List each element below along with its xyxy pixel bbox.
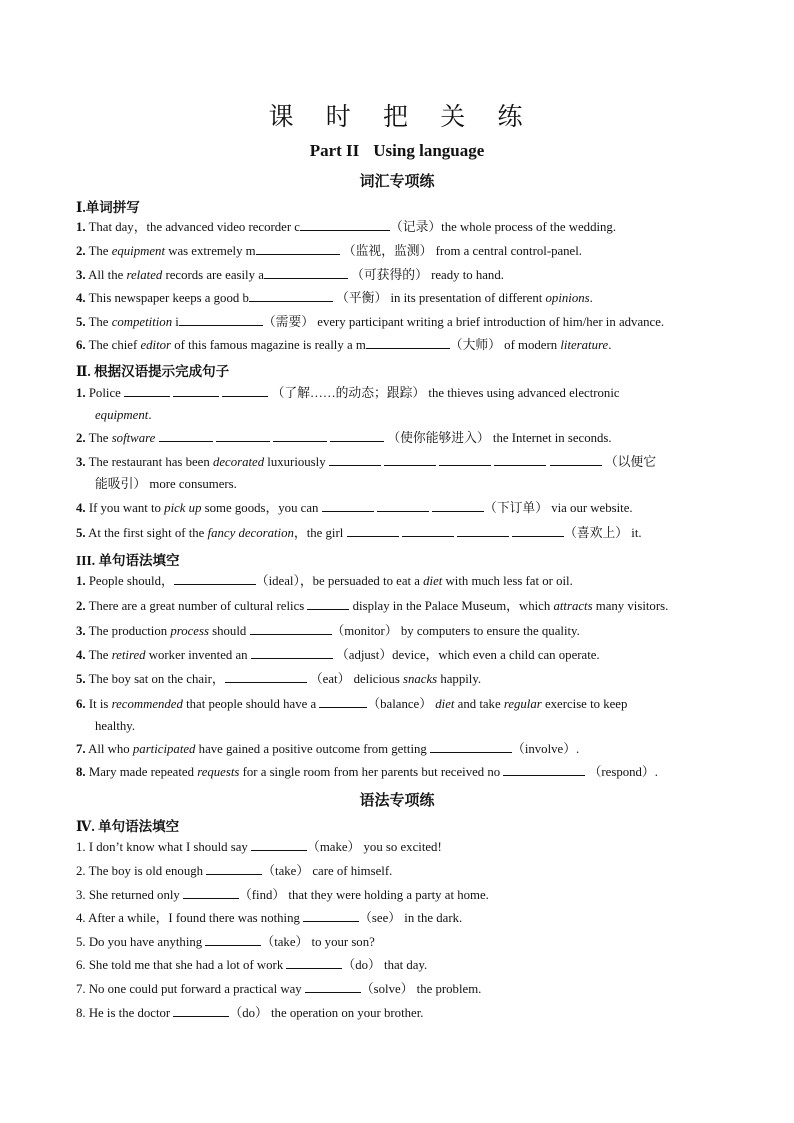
s2-item-1: 1. Police （了解……的动态；跟踪） the thieves using advanced electronic <box>76 386 620 400</box>
s2-item-3: 3. The restaurant has been decorated luxuriously （以便它 <box>76 455 657 469</box>
s3-item-6: 6. It is recommended that people should have a （balance） diet and take regular exercise to keep <box>76 697 628 711</box>
s4-item-5: 5. Do you have anything （take） to your son? <box>76 935 375 949</box>
answer-blank[interactable] <box>402 524 454 537</box>
s1-item-2: 2. The equipment was extremely m （监视，监测） from a central control-panel. <box>76 244 582 258</box>
s4-item-3: 3. She returned only （find） that they were holding a party at home. <box>76 888 489 902</box>
s1-item-6: 6. The chief editor of this famous magazine is really a m （大师） of modern literature. <box>76 338 612 352</box>
answer-blank[interactable] <box>159 429 213 442</box>
answer-blank[interactable] <box>439 453 491 466</box>
s1-item-5: 5. The competition i （需要） every participant writing a brief introduction of him/her in advance. <box>76 315 665 329</box>
answer-blank[interactable] <box>251 838 307 851</box>
s1-item-4: 4. This newspaper keeps a good b （平衡） in its presentation of different opinions. <box>76 291 593 305</box>
answer-blank[interactable] <box>173 1004 229 1017</box>
answer-blank[interactable] <box>432 499 484 512</box>
answer-blank[interactable] <box>503 763 585 776</box>
s4-item-4: 4. After a while，I found there was nothing （see） in the dark. <box>76 911 463 925</box>
grammar-heading: 语法专项练 <box>359 793 435 809</box>
answer-blank[interactable] <box>251 646 333 659</box>
section-3-heading: III. 单句语法填空 <box>76 553 180 568</box>
section-4-heading: Ⅳ. 单句语法填空 <box>76 819 180 834</box>
answer-blank[interactable] <box>430 740 512 753</box>
answer-blank[interactable] <box>179 313 263 326</box>
answer-blank[interactable] <box>319 695 367 708</box>
s4-item-1: 1. I don’t know what I should say （make） you so excited! <box>76 840 442 854</box>
s3-item-5: 5. The boy sat on the chair， （eat） delicious snacks happily. <box>76 672 482 686</box>
s3-item-2: 2. There are a great number of cultural relics display in the Palace Museum，which attracts many visitors. <box>76 599 669 613</box>
s3-item-8: 8. Mary made repeated requests for a single room from her parents but received no （respond）. <box>76 765 658 779</box>
s1-item-3: 3. All the related records are easily a （可获得的） ready to hand. <box>76 268 504 282</box>
answer-blank[interactable] <box>273 429 327 442</box>
s3-item-7: 7. All who participated have gained a positive outcome from getting （involve）. <box>76 742 580 756</box>
answer-blank[interactable] <box>250 622 332 635</box>
answer-blank[interactable] <box>256 242 340 255</box>
answer-blank[interactable] <box>457 524 509 537</box>
answer-blank[interactable] <box>305 980 361 993</box>
answer-blank[interactable] <box>512 524 564 537</box>
s2-item-4: 4. If you want to pick up some goods，you can （下订单） via our website. <box>76 501 633 515</box>
part-heading <box>0 141 794 161</box>
answer-blank[interactable] <box>330 429 384 442</box>
s2-item-3-cont: 能吸引） more consumers. <box>95 477 237 491</box>
answer-blank[interactable] <box>550 453 602 466</box>
answer-blank[interactable] <box>322 499 374 512</box>
answer-blank[interactable] <box>264 266 348 279</box>
answer-blank[interactable] <box>205 933 261 946</box>
answer-blank[interactable] <box>303 909 359 922</box>
answer-blank[interactable] <box>494 453 546 466</box>
answer-blank[interactable] <box>225 670 307 683</box>
answer-blank[interactable] <box>286 956 342 969</box>
part-name: Using language <box>373 141 485 160</box>
answer-blank[interactable] <box>206 862 262 875</box>
page-title: 课 时 把 关 练 <box>268 104 536 131</box>
answer-blank[interactable] <box>366 336 450 349</box>
section-2-heading: Ⅱ. 根据汉语提示完成句子 <box>76 364 230 379</box>
s2-item-1-cont: equipment. <box>95 408 152 422</box>
s4-item-2: 2. The boy is old enough （take） care of himself. <box>76 864 393 878</box>
answer-blank[interactable] <box>124 384 170 397</box>
answer-blank[interactable] <box>222 384 268 397</box>
s2-item-2: 2. The software （使你能够进入） the Internet in seconds. <box>76 431 612 445</box>
answer-blank[interactable] <box>174 572 256 585</box>
answer-blank[interactable] <box>307 597 349 610</box>
answer-blank[interactable] <box>173 384 219 397</box>
section-1-heading: Ⅰ.单词拼写 <box>76 200 140 215</box>
answer-blank[interactable] <box>249 289 333 302</box>
s4-item-7: 7. No one could put forward a practical way （solve） the problem. <box>76 982 482 996</box>
s3-item-3: 3. The production process should （monitor） by computers to ensure the quality. <box>76 624 580 638</box>
answer-blank[interactable] <box>347 524 399 537</box>
s2-item-5: 5. At the first sight of the fancy decoration，the girl （喜欢上） it. <box>76 526 642 540</box>
s3-item-6-cont: healthy. <box>95 719 136 733</box>
s3-item-4: 4. The retired worker invented an （adjust）device，which even a child can operate. <box>76 648 600 662</box>
answer-blank[interactable] <box>329 453 381 466</box>
answer-blank[interactable] <box>300 218 390 231</box>
answer-blank[interactable] <box>384 453 436 466</box>
s4-item-6: 6. She told me that she had a lot of work （do） that day. <box>76 958 428 972</box>
vocab-heading: 词汇专项练 <box>359 174 435 190</box>
answer-blank[interactable] <box>377 499 429 512</box>
answer-blank[interactable] <box>216 429 270 442</box>
s4-item-8: 8. He is the doctor （do） the operation on your brother. <box>76 1006 424 1020</box>
s3-item-1: 1. People should， （ideal），be persuaded to eat a diet with much less fat or oil. <box>76 574 573 588</box>
answer-blank[interactable] <box>183 886 239 899</box>
part-label: Part II <box>309 141 360 160</box>
s1-item-1: 1. That day，the advanced video recorder c （记录）the whole process of the wedding. <box>76 220 617 234</box>
